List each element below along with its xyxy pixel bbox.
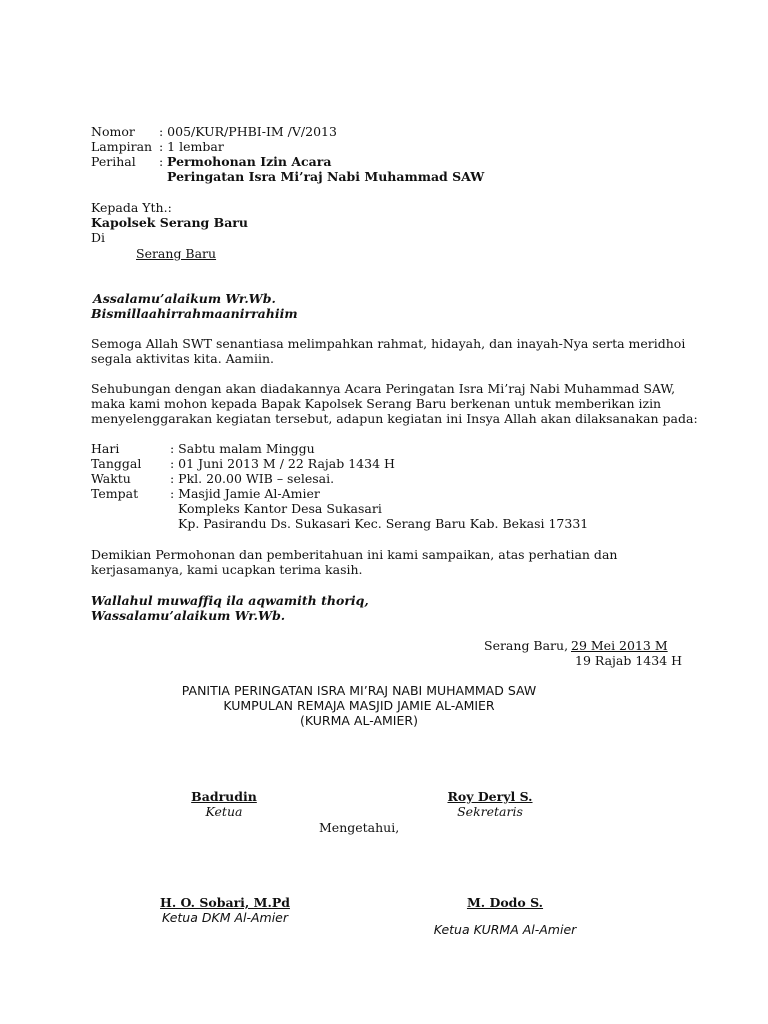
event-hari-label: Hari	[91, 441, 120, 456]
date-place: Serang Baru,	[484, 638, 569, 653]
recipient-kepada: Kepada Yth.:	[91, 200, 172, 215]
perihal-colon: :	[159, 154, 164, 169]
event-tempat-line2: Kompleks Kantor Desa Sukasari	[178, 501, 382, 516]
paragraph2-line2: maka kami mohon kepada Bapak Kapolsek Serang Baru berkenan untuk memberikan izin	[91, 396, 662, 411]
recipient-di: Di	[91, 230, 106, 245]
date-hijri: 19 Rajab 1434 H	[575, 653, 683, 668]
closing-wassalamu: Wassalamu’alaikum Wr.Wb.	[91, 608, 286, 623]
committee-line2: KUMPULAN REMAJA MASJID JAMIE AL-AMIER	[223, 698, 495, 713]
perihal-line2: Peringatan Isra Mi’raj Nabi Muhammad SAW	[167, 169, 485, 184]
nomor-label: Nomor	[91, 124, 135, 139]
closing-wallahul: Wallahul muwaffiq ila aqwamith thoriq,	[91, 593, 369, 608]
signature-sekretaris-name: Roy Deryl S.	[447, 789, 533, 804]
closing-line2: kerjasamanya, kami ucapkan terima kasih.	[91, 562, 363, 577]
lampiran-value: : 1 lembar	[159, 139, 224, 154]
date-masehi: 29 Mei 2013 M	[571, 638, 668, 653]
paragraph1-line2: segala aktivitas kita. Aamiin.	[91, 351, 275, 366]
greeting-basmalah: Bismillaahirrahmaanirrahiim	[91, 306, 298, 321]
event-waktu-value: : Pkl. 20.00 WIB – selesai.	[170, 471, 335, 486]
event-waktu-label: Waktu	[91, 471, 131, 486]
committee-line3: (KURMA AL-AMIER)	[300, 713, 418, 728]
perihal-line1: Permohonan Izin Acara	[167, 154, 332, 169]
event-tempat-value: : Masjid Jamie Al-Amier	[170, 486, 320, 501]
lampiran-label: Lampiran	[91, 139, 153, 154]
committee-line1: PANITIA PERINGATAN ISRA MI’RAJ NABI MUHAMMAD SAW	[181, 683, 537, 698]
event-tanggal-label: Tanggal	[91, 456, 142, 471]
greeting-salam: Assalamu’alaikum Wr.Wb.	[93, 291, 276, 306]
event-tempat-line3: Kp. Pasirandu Ds. Sukasari Kec. Serang Baru Kab. Bekasi 17331	[178, 516, 589, 531]
signature-ketua-name: Badrudin	[191, 789, 257, 804]
closing-line1: Demikian Permohonan dan pemberitahuan ini kami sampaikan, atas perhatian dan	[91, 547, 618, 562]
signature-kurma-name: M. Dodo S.	[466, 895, 544, 910]
signature-ketua-title: Ketua	[205, 804, 243, 819]
recipient-place: Serang Baru	[136, 246, 217, 261]
event-tempat-label: Tempat	[91, 486, 139, 501]
recipient-name: Kapolsek Serang Baru	[91, 215, 248, 230]
paragraph1-line1: Semoga Allah SWT senantiasa melimpahkan rahmat, hidayah, dan inayah-Nya serta meridhoi	[91, 336, 686, 351]
signature-kurma-title: Ketua KURMA Al-Amier	[433, 922, 577, 937]
paragraph2-line3: menyelenggarakan kegiatan tersebut, adapun kegiatan ini Insya Allah akan dilaksanakan pada:	[91, 411, 698, 426]
signature-dkm-name: H. O. Sobari, M.Pd	[160, 895, 290, 910]
mengetahui: Mengetahui,	[319, 820, 400, 835]
perihal-label: Perihal	[91, 154, 136, 169]
signature-dkm-title: Ketua DKM Al-Amier	[161, 910, 289, 925]
paragraph2-line1: Sehubungan dengan akan diadakannya Acara Peringatan Isra Mi’raj Nabi Muhammad SAW,	[91, 381, 676, 396]
nomor-value: : 005/KUR/PHBI-IM /V/2013	[159, 124, 337, 139]
event-tanggal-value: : 01 Juni 2013 M / 22 Rajab 1434 H	[170, 456, 395, 471]
signature-sekretaris-title: Sekretaris	[457, 804, 523, 819]
event-hari-value: : Sabtu malam Minggu	[170, 441, 315, 456]
